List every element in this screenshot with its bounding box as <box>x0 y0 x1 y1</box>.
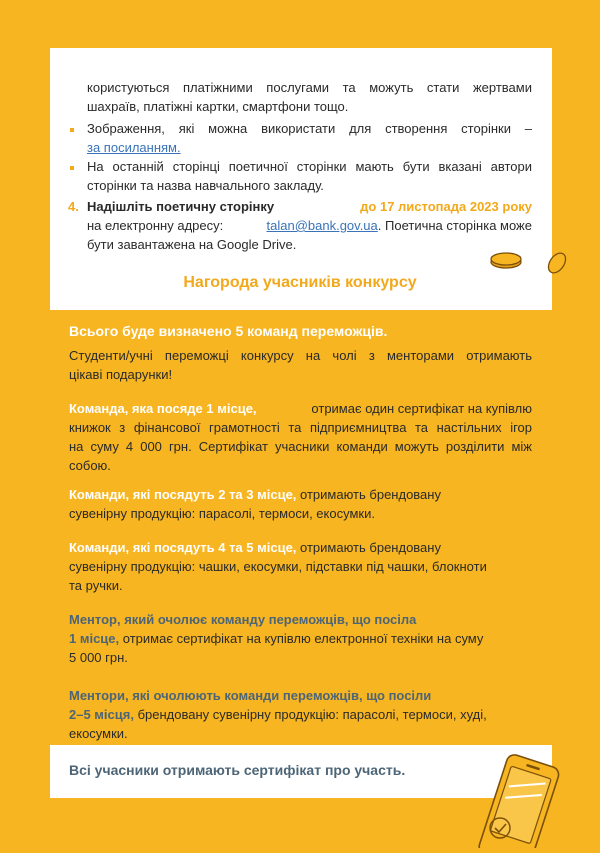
second-place <box>69 485 441 504</box>
item4-line2 <box>87 216 532 235</box>
first-place-text: собою. <box>69 458 111 473</box>
smartphone-icon <box>462 750 572 848</box>
bullet-icon <box>70 166 74 170</box>
mentors-text: брендовану сувенірну продукцію: парасолі, термоси, худі, <box>137 707 487 722</box>
mentor-first-text: 5 000 грн. <box>69 650 128 665</box>
section-heading: Нагорода учасників конкурсу <box>183 274 417 291</box>
fourth-place-title: Команди, які посядуть 4 та 5 місце, <box>69 540 297 555</box>
fourth-place-text: отримають брендовану <box>300 540 441 555</box>
awards-intro: Студенти/учні переможці конкурсу на чолі з менторами отримають <box>69 348 532 363</box>
first-place <box>69 399 532 418</box>
mentors-title: Ментори, які очолюють команди переможців, що посіли <box>69 688 432 703</box>
item4-bold: Надішліть поетичну сторінку <box>87 199 275 214</box>
coin-icon <box>489 250 523 270</box>
bullet-icon <box>70 128 74 132</box>
pre-email: на електронну адресу: <box>87 218 224 233</box>
second-place-text: сувенірну продукцію: парасолі, термоси, екосумки. <box>69 506 375 521</box>
images-link[interactable]: за посиланням. <box>87 140 181 155</box>
mentors-places: 2–5 місця, <box>69 707 134 722</box>
awards-intro: цікаві подарунки! <box>69 367 173 382</box>
second-place-title: Команди, які посядуть 2 та 3 місце, <box>69 487 297 502</box>
first-place-text: на суму 4 000 грн. Сертифікат учасники команди можуть розділити між <box>69 439 532 454</box>
first-place-text: книжок з фінансової грамотності та підприємництва та настільних ігор <box>69 420 532 435</box>
bullet-text: сторінки та назва навчального закладу. <box>87 178 324 193</box>
second-place-text: отримають брендовану <box>300 487 441 502</box>
deadline: до 17 листопада 2023 року <box>360 199 532 214</box>
text-line: користуються платіжними послугами та можуть стати жертвами <box>87 80 532 95</box>
fourth-place-text: сувенірну продукцію: чашки, екосумки, підставки під чашки, блокноти <box>69 559 487 574</box>
item-number: 4. <box>68 199 79 214</box>
item4-line3: бути завантажена на Google Drive. <box>87 237 297 252</box>
item4-line1 <box>87 197 532 216</box>
mentor-first-title: Ментор, який очолює команду переможців, що посіла <box>69 612 417 627</box>
awards-total: Всього буде визначено 5 команд переможців. <box>69 323 388 339</box>
first-place-text: отримає один сертифікат на купівлю <box>311 401 532 416</box>
first-place-title: Команда, яка посяде 1 місце, <box>69 401 257 416</box>
mentor-first-place: 1 місце, <box>69 631 120 646</box>
mentors-text: екосумки. <box>69 726 128 741</box>
email-link[interactable]: talan@bank.gov.ua <box>266 218 378 233</box>
text-line: шахраїв, платіжні картки, смартфони тощо. <box>87 99 349 114</box>
fourth-place-text: та ручки. <box>69 578 123 593</box>
mentor-first-text: отримає сертифікат на купівлю електронної техніки на суму <box>122 631 484 646</box>
footer-text: Всі учасники отримають сертифікат про участь. <box>69 762 406 778</box>
mentor-first <box>69 629 483 648</box>
mentors <box>69 705 487 724</box>
post-email: . Поетична сторінка може <box>377 218 532 233</box>
bullet-text: Зображення, які можна використати для створення сторінки – <box>87 121 532 136</box>
bullet-text: На останній сторінці поетичної сторінки мають бути вказані автори <box>87 159 532 174</box>
coin-icon <box>544 250 570 276</box>
fourth-place <box>69 538 441 557</box>
